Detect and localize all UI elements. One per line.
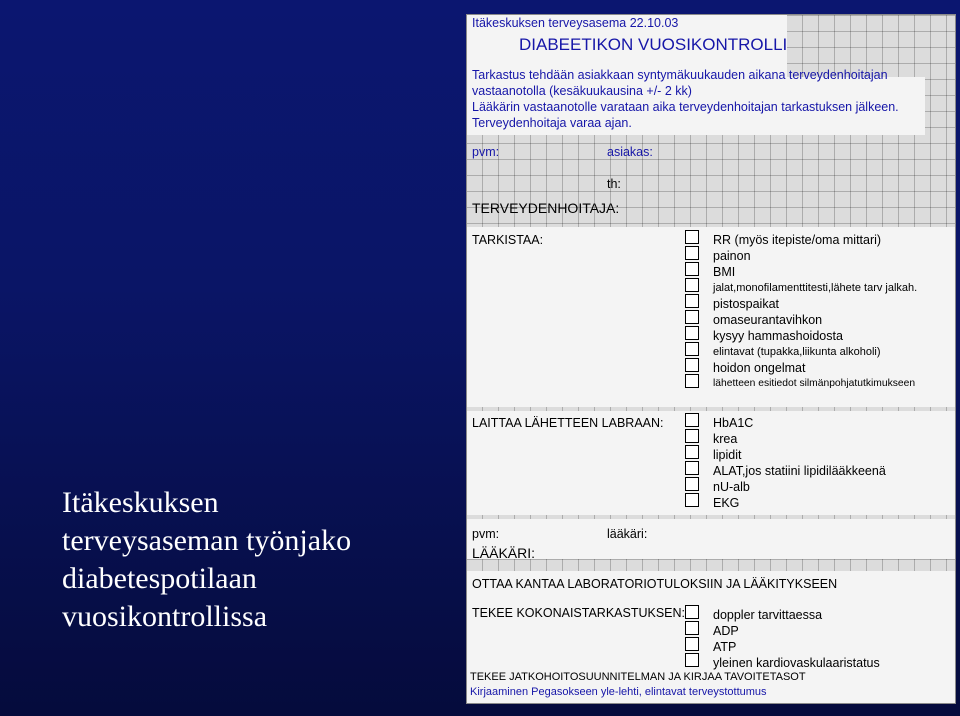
intro-line: vastaanotolla (kesäkuukausina +/- 2 kk) — [472, 84, 692, 98]
lab-results-text: OTTAA KANTAA LABORATORIOTULOKSIIN JA LÄÄKITYKSEEN — [472, 577, 838, 591]
check-item: kysyy hammashoidosta — [713, 329, 843, 343]
checkbox-self-monitoring[interactable] — [685, 310, 699, 324]
intro-line: Terveydenhoitaja varaa ajan. — [472, 116, 632, 130]
check-label: TARKISTAA: — [472, 233, 544, 247]
checkbox-weight[interactable] — [685, 246, 699, 260]
checkbox-lipids[interactable] — [685, 445, 699, 459]
form-header: Itäkeskuksen terveysasema 22.10.03 — [472, 16, 679, 30]
check-item: BMI — [713, 265, 736, 279]
lab-item: nU-alb — [713, 480, 750, 494]
check-item: jalat,monofilamenttitesti,lähete tarv jalkah. — [713, 282, 918, 294]
check-item: pistospaikat — [713, 297, 780, 311]
slide-title-line: Itäkeskuksen — [62, 486, 219, 519]
slide-title-line: vuosikontrollissa — [62, 600, 268, 633]
intro-line: Tarkastus tehdään asiakkaan syntymäkuukauden aikana terveydenhoitajan — [472, 68, 888, 82]
checkbox-adp[interactable] — [685, 621, 699, 635]
checkbox-hba1c[interactable] — [685, 413, 699, 427]
lab-label: LAITTAA LÄHETTEEN LABRAAN: — [472, 416, 664, 430]
checkbox-ekg[interactable] — [685, 493, 699, 507]
lab-item: lipidit — [713, 448, 742, 462]
lab-item: ALAT,jos statiini lipidilääkkeenä — [713, 464, 886, 478]
checkbox-alat[interactable] — [685, 461, 699, 475]
intro-line: Lääkärin vastaanotolle varataan aika terveydenhoitajan tarkastuksen jälkeen. — [472, 100, 899, 114]
pvm2-label: pvm: — [472, 527, 500, 541]
doctor-heading: LÄÄKÄRI: — [472, 545, 536, 561]
checkbox-eye-referral[interactable] — [685, 374, 699, 388]
exam-item: yleinen kardiovaskulaaristatus — [713, 656, 880, 670]
lab-item: krea — [713, 432, 738, 446]
check-item: RR (myös itepiste/oma mittari) — [713, 233, 882, 247]
checkbox-lifestyle[interactable] — [685, 342, 699, 356]
check-item: elintavat (tupakka,liikunta alkoholi) — [713, 346, 881, 358]
check-item: lähetteen esitiedot silmänpohjatutkimukseen — [713, 378, 916, 389]
slide-title-line: diabetespotilaan — [62, 562, 257, 595]
exam-item: ATP — [713, 640, 737, 654]
exam-item: ADP — [713, 624, 739, 638]
check-item: painon — [713, 249, 751, 263]
checkbox-treatment-problems[interactable] — [685, 358, 699, 372]
check-item: hoidon ongelmat — [713, 361, 806, 375]
annual-checkup-form — [466, 14, 956, 704]
asiakas-label: asiakas: — [607, 145, 653, 159]
plan-text: TEKEE JATKOHOITOSUUNNITELMAN JA KIRJAA TAVOITETASOT — [470, 671, 806, 683]
slide-title-line: terveysaseman työnjako — [62, 524, 352, 557]
lab-item: EKG — [713, 496, 740, 510]
checkbox-bmi[interactable] — [685, 262, 699, 276]
exam-item: doppler tarvittaessa — [713, 608, 823, 622]
checkbox-feet[interactable] — [685, 278, 699, 292]
checkbox-krea[interactable] — [685, 429, 699, 443]
th-label: th: — [607, 177, 621, 191]
nurse-heading: TERVEYDENHOITAJA: — [472, 200, 620, 216]
checkbox-nu-alb[interactable] — [685, 477, 699, 491]
check-item: omaseurantavihkon — [713, 313, 823, 327]
form-title: DIABEETIKON VUOSIKONTROLLI — [519, 35, 788, 54]
checkbox-rr[interactable] — [685, 230, 699, 244]
checkbox-dental[interactable] — [685, 326, 699, 340]
record-text: Kirjaaminen Pegasokseen yle-lehti, elintavat terveystottumus — [470, 686, 767, 698]
pvm-label: pvm: — [472, 145, 500, 159]
checkbox-cardiovascular[interactable] — [685, 653, 699, 667]
checkbox-atp[interactable] — [685, 637, 699, 651]
laakari-label: lääkäri: — [607, 527, 648, 541]
exam-label: TEKEE KOKONAISTARKASTUKSEN: — [472, 606, 686, 620]
lab-item: HbA1C — [713, 416, 754, 430]
checkbox-injection-sites[interactable] — [685, 294, 699, 308]
slide-title — [62, 484, 392, 636]
checkbox-doppler[interactable] — [685, 605, 699, 619]
